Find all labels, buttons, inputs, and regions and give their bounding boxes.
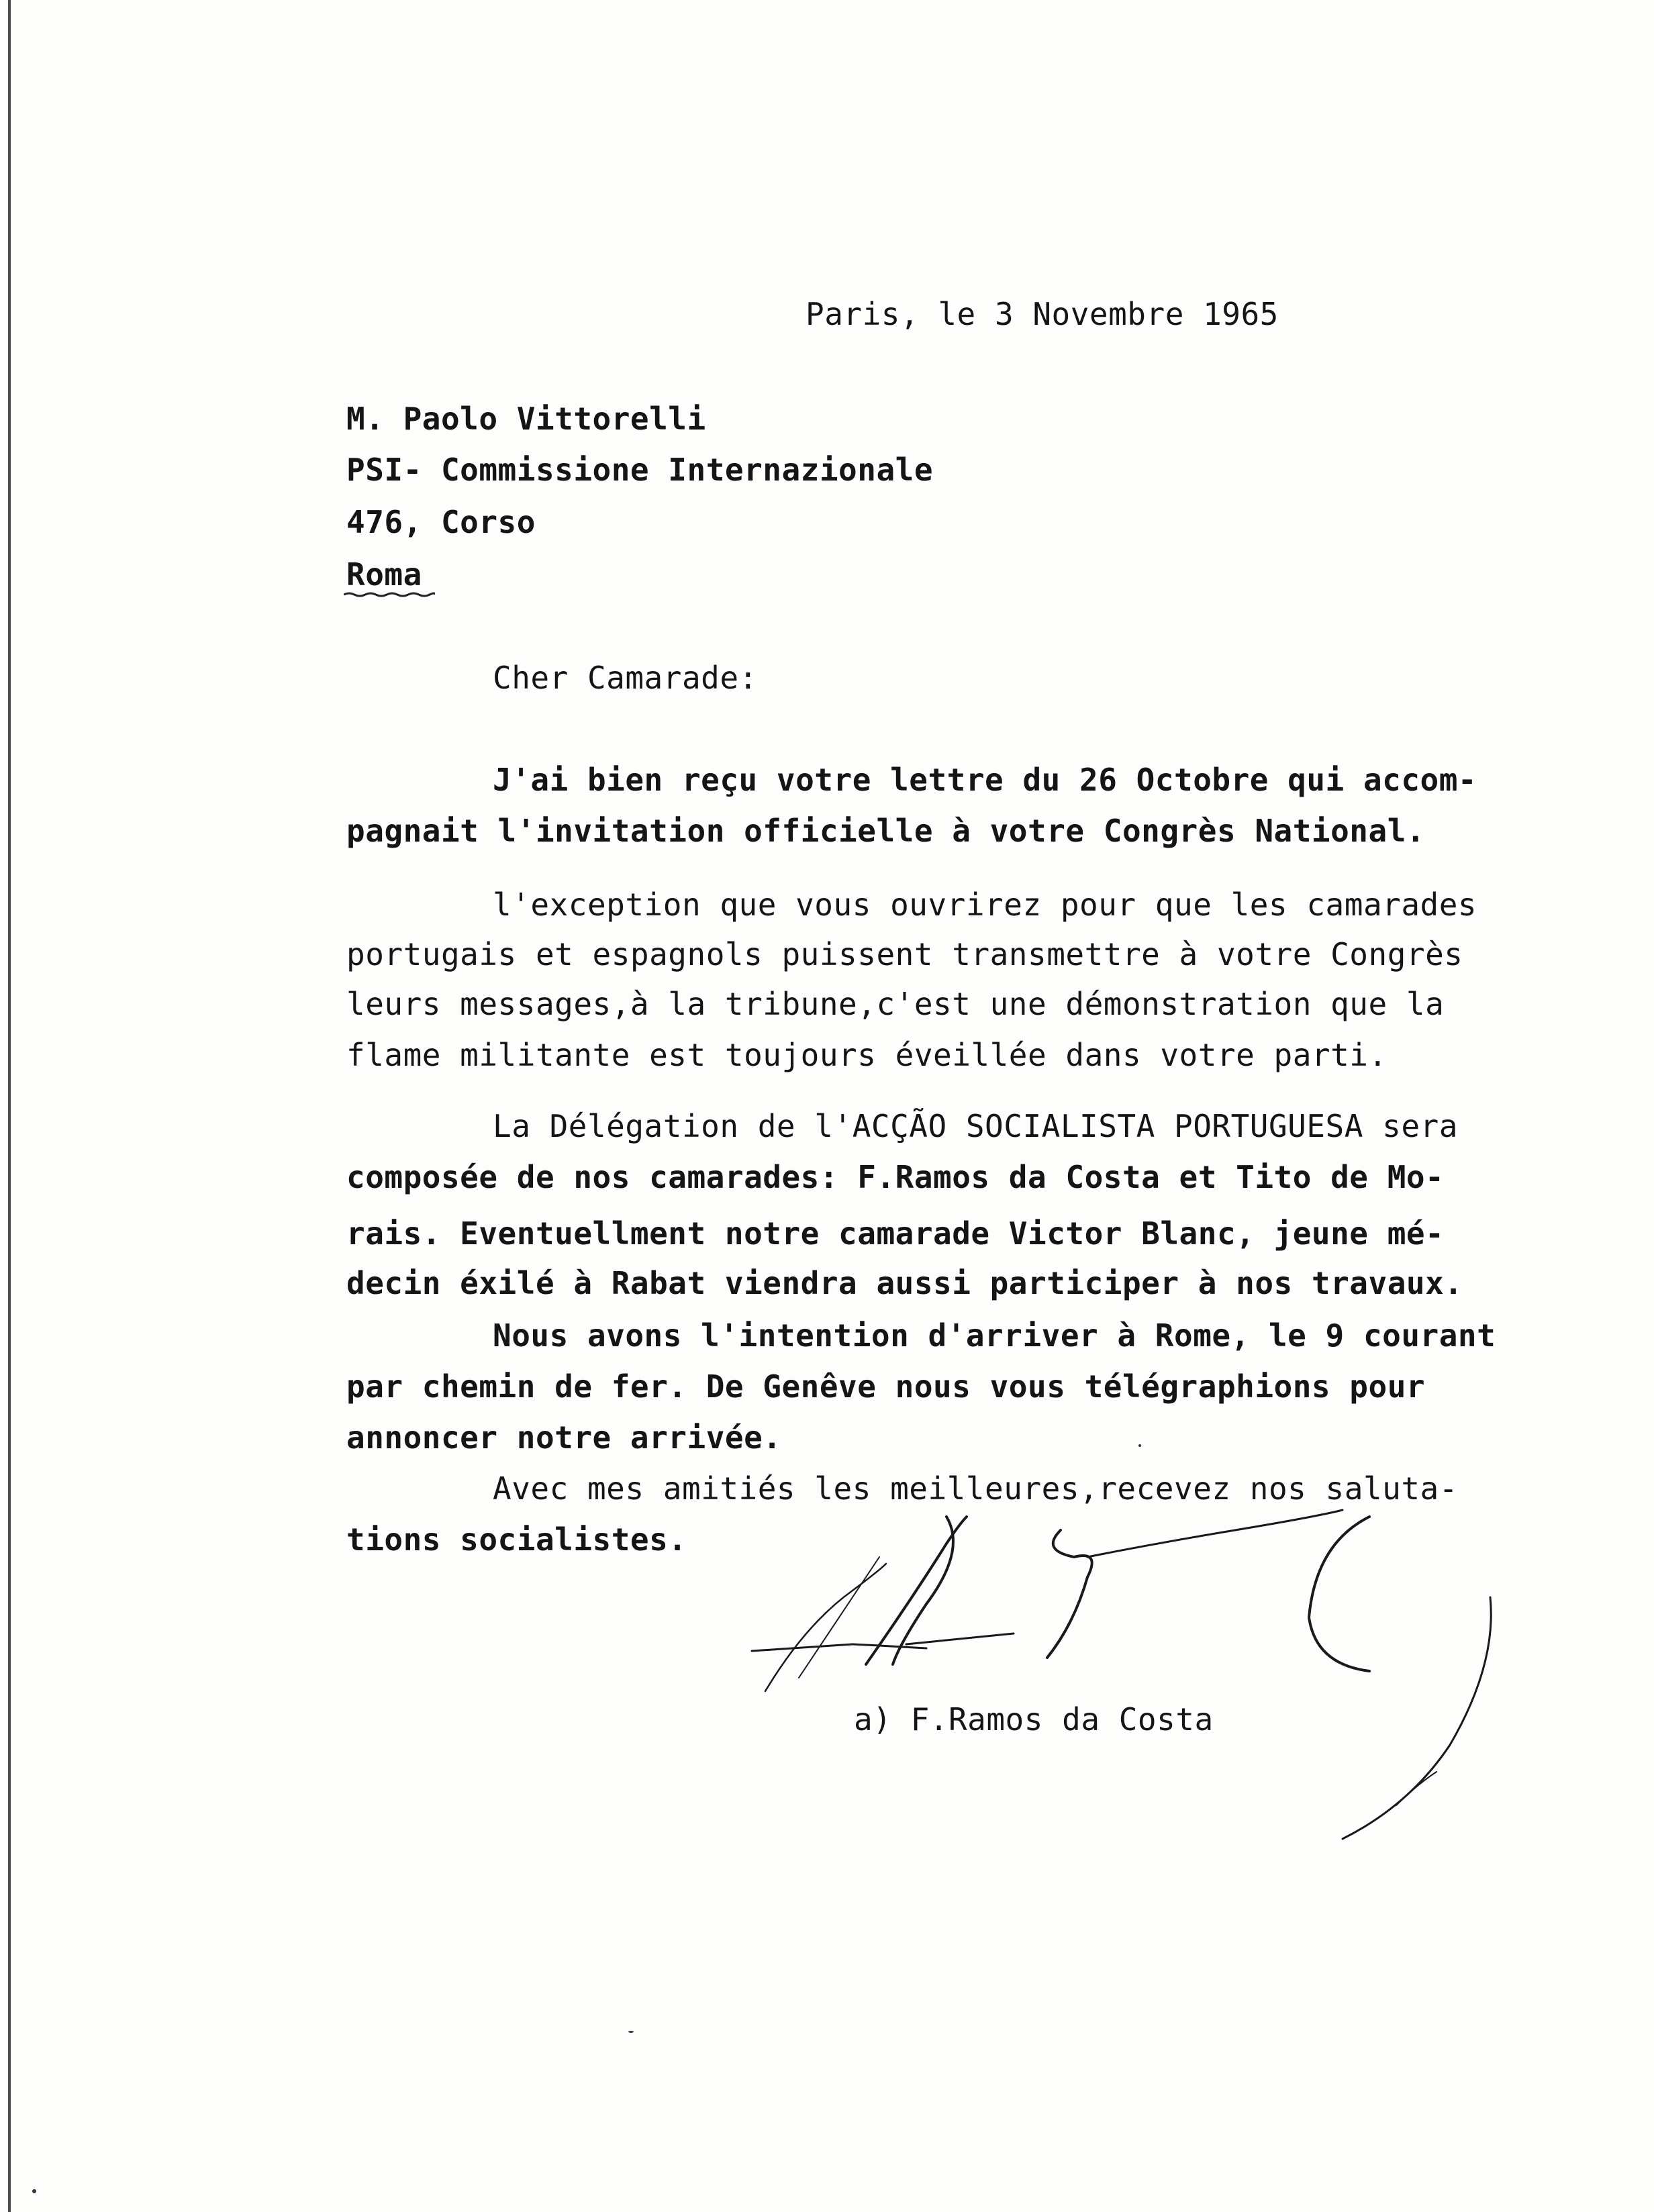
body-line-11: Nous avons l'intention d'arriver à Rome, le 9 courant	[493, 1317, 1496, 1354]
letter-date: Paris, le 3 Novembre 1965	[806, 296, 1279, 332]
recipient-name: M. Paolo Vittorelli	[346, 401, 706, 437]
salutation: Cher Camarade:	[493, 660, 758, 696]
handwritten-signature	[725, 1490, 1557, 1866]
body-line-3: l'exception que vous ouvrirez pour que les camarades	[493, 887, 1477, 923]
page-edge-shadow	[8, 0, 11, 2212]
paper-speck	[32, 2189, 36, 2193]
body-line-7: La Délégation de l'ACÇÃO SOCIALISTA PORTUGUESA sera	[493, 1108, 1458, 1144]
paper-speck	[628, 2031, 634, 2033]
body-line-9: rais. Eventuellment notre camarade Victor Blanc, jeune mé-	[346, 1215, 1445, 1252]
body-line-8: composée de nos camarades: F.Ramos da Costa et Tito de Mo-	[346, 1159, 1445, 1195]
signature-typed-name: a) F.Ramos da Costa	[854, 1701, 1214, 1738]
recipient-city: Roma	[346, 556, 422, 593]
body-line-5: leurs messages,à la tribune,c'est une démonstration que la	[346, 986, 1445, 1022]
body-line-13: annoncer notre arrivée.	[346, 1419, 782, 1456]
recipient-organization: PSI- Commissione Internazionale	[346, 452, 934, 488]
body-line-1: J'ai bien reçu votre lettre du 26 Octobre qui accom-	[493, 762, 1477, 798]
body-line-14: Avec mes amitiés les meilleures,recevez nos saluta-	[493, 1470, 1458, 1507]
body-line-4: portugais et espagnols puissent transmettre à votre Congrès	[346, 936, 1463, 972]
body-line-6: flame militante est toujours éveillée dans votre parti.	[346, 1037, 1388, 1073]
body-line-10: decin éxilé à Rabat viendra aussi participer à nos travaux.	[346, 1265, 1463, 1301]
body-line-12: par chemin de fer. De Genêve nous vous télégraphions pour	[346, 1368, 1426, 1405]
body-line-2: pagnait l'invitation officielle à votre Congrès National.	[346, 813, 1426, 849]
city-underline	[344, 592, 435, 597]
paper-speck	[1138, 1444, 1141, 1447]
body-line-15: tions socialistes.	[346, 1521, 687, 1558]
recipient-street: 476, Corso	[346, 504, 536, 540]
